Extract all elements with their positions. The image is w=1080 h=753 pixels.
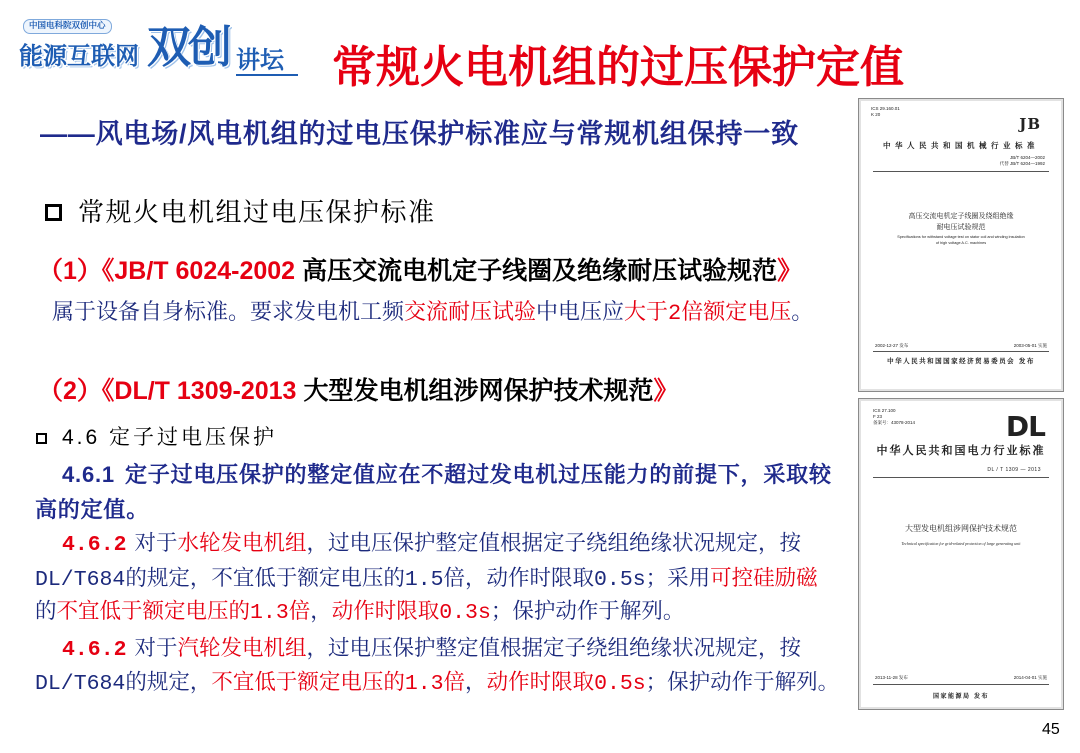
clause-4-6-heading: 4.6 定子过电压保护 bbox=[62, 426, 278, 449]
cover-english-title: Technical specification for grid-related protection of large generating unit bbox=[901, 541, 1021, 546]
clause-4-6-2-steam-line-2 bbox=[35, 669, 839, 699]
logo-suffix: 讲坛 bbox=[236, 46, 284, 74]
clause-highlight: 不宜低于额定电压的1.3倍 bbox=[211, 672, 466, 696]
clause-text: ；保护动作于解列。 bbox=[490, 601, 685, 625]
cover-class-code: K 20 bbox=[871, 112, 881, 117]
logo-underline bbox=[236, 74, 298, 76]
clause-text: ， bbox=[310, 601, 332, 625]
cover-replaces: 代替 JB/T 6204—1992 bbox=[999, 161, 1045, 166]
clause-text: 对于 bbox=[134, 533, 178, 557]
note-text: 中电压应 bbox=[536, 301, 625, 326]
cover-rule bbox=[873, 171, 1049, 172]
clause-4-6-2-steam-line-1 bbox=[62, 635, 801, 665]
note-text: 。 bbox=[791, 301, 814, 326]
standard-1-ref: （1）《JB/T 6024-2002 bbox=[38, 257, 296, 285]
clause-text: ；保护动作于解列。 bbox=[645, 672, 840, 696]
cover-issued-date: 2013-11-28 发布 bbox=[875, 675, 908, 680]
cover-issued-date: 2002-12-27 发布 bbox=[875, 343, 909, 348]
clause-text: ， bbox=[465, 672, 487, 696]
cover-rule bbox=[873, 684, 1049, 685]
slide-title: 常规火电机组的过压保护定值 bbox=[332, 42, 904, 93]
standard-2-ref: （2）《DL/T 1309-2013 bbox=[38, 377, 297, 405]
cover-rule bbox=[873, 351, 1049, 352]
cover-ics: ICS 29.160.01 bbox=[871, 106, 900, 111]
clause-4-6-1-line-2: 高的定值。 bbox=[35, 497, 150, 522]
slide-subtitle: ——风电场/风电机组的过电压保护标准应与常规机组保持一致 bbox=[40, 119, 799, 149]
cover-issuer: 中华人民共和国国家经济贸易委员会 发布 bbox=[887, 357, 1035, 365]
logo-name: 能源互联网 bbox=[19, 42, 139, 70]
cover-effective-date: 2014-04-01 实施 bbox=[1013, 675, 1047, 680]
cover-class-code: F 23 bbox=[873, 414, 883, 419]
clause-number: 4.6.1 bbox=[62, 462, 115, 487]
cover-english-title: Specifications for withstand voltage test on stator coil and winding insulation bbox=[897, 235, 1025, 239]
clause-text: ，过电压保护整定值根据定子绕组绝缘状况规定，按 bbox=[306, 638, 802, 662]
square-bullet-icon bbox=[45, 204, 62, 221]
clause-4-6-2-hydro-line-1 bbox=[62, 530, 801, 560]
dl-standard-cover-image bbox=[858, 398, 1064, 710]
note-highlight: 交流耐压试验 bbox=[404, 301, 537, 326]
clause-text: ，过电压保护整定值根据定子绕组绝缘状况规定，按 bbox=[306, 533, 802, 557]
cover-header: 中华人民共和国机械行业标准 bbox=[883, 141, 1039, 150]
clause-number: 4.6.2 bbox=[62, 533, 127, 557]
clause-text: DL/T684的规定，不宜低于额定电压的1.5倍，动作时限取0.5s；采用 bbox=[35, 568, 711, 592]
clause-number: 4.6.2 bbox=[62, 638, 127, 662]
cover-number: DL / T 1309 — 2013 bbox=[987, 467, 1041, 473]
logo-top-label: 中国电科院双创中心 bbox=[23, 19, 112, 34]
clause-4-6-1-line-1 bbox=[62, 460, 832, 490]
clause-text: DL/T684的规定， bbox=[35, 672, 212, 696]
standard-2-name: 大型发电机组涉网保护技术规范 bbox=[303, 377, 654, 405]
square-bullet-icon bbox=[36, 433, 47, 444]
logo-brand: 双创 bbox=[147, 22, 229, 73]
cover-title: 大型发电机组涉网保护技术规范 bbox=[905, 524, 1017, 533]
standard-2-line bbox=[38, 375, 678, 407]
clause-text: 定子过电压保护的整定值应在不超过发电机过压能力的前提下，采取较 bbox=[124, 462, 832, 487]
jb-standard-cover-image bbox=[858, 98, 1064, 392]
clause-highlight: 可控硅励磁 bbox=[710, 568, 818, 592]
standard-2-close: 》 bbox=[653, 377, 679, 405]
cover-ics: ICS 27.100 bbox=[873, 408, 896, 413]
cover-number: JB/T 6204—2002 bbox=[1010, 155, 1045, 160]
standard-1-line bbox=[38, 255, 802, 287]
clause-highlight: 汽轮发电机组 bbox=[177, 638, 307, 662]
clause-4-6-2-hydro-line-2 bbox=[35, 565, 818, 595]
section-heading: 常规火电机组过电压保护标准 bbox=[78, 197, 436, 227]
standard-1-note bbox=[52, 299, 813, 329]
standard-1-name: 高压交流电机定子线圈及绝缘耐压试验规范 bbox=[302, 257, 778, 285]
note-highlight: 大于2倍额定电压 bbox=[624, 301, 792, 326]
cover-header: 中华人民共和国电力行业标准 bbox=[876, 444, 1046, 457]
note-text: 属于设备自身标准。要求发电机工频 bbox=[52, 301, 405, 326]
page-number: 45 bbox=[1042, 721, 1060, 738]
cover-title: 耐电压试验规范 bbox=[936, 223, 986, 231]
clause-highlight: 水轮发电机组 bbox=[177, 533, 307, 557]
cover-effective-date: 2003-05-01 实施 bbox=[1013, 343, 1047, 348]
clause-highlight: 动作时限取0.5s bbox=[486, 672, 646, 696]
cover-filing-number: 备案号：43078-2014 bbox=[873, 420, 916, 425]
clause-highlight: 不宜低于额定电压的1.3倍 bbox=[56, 601, 311, 625]
cover-code: JB bbox=[1019, 115, 1041, 133]
cover-english-title: of high voltage A.C. machines bbox=[935, 241, 987, 245]
cover-rule bbox=[873, 477, 1049, 478]
cover-issuer: 国家能源局 发布 bbox=[932, 693, 990, 700]
clause-highlight: 动作时限取0.3s bbox=[331, 601, 491, 625]
cover-title: 高压交流电机定子线圈及绕组绝缘 bbox=[908, 212, 1014, 220]
clause-text: 的 bbox=[35, 601, 57, 625]
clause-4-6-2-hydro-line-3 bbox=[35, 598, 684, 628]
cover-code: DL bbox=[1005, 410, 1045, 443]
standard-1-close: 》 bbox=[777, 257, 803, 285]
clause-text: 对于 bbox=[134, 638, 178, 662]
